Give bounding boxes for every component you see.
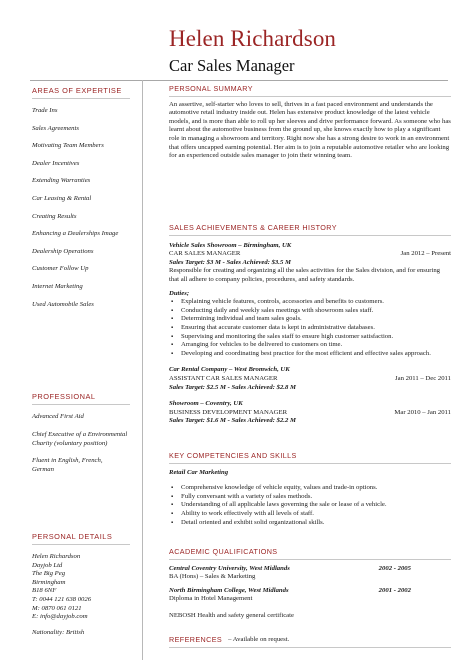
education-school: Central Coventry University, West Midlands [169, 564, 290, 572]
job-entry [169, 242, 451, 359]
expertise-item: Dealer Incentives [32, 159, 80, 167]
skill-item: ▪ Detail oriented and exhibit solid organizational skills. [181, 519, 451, 528]
skills-heading: KEY COMPETENCIES AND SKILLS [169, 451, 297, 460]
education-entry [169, 565, 451, 582]
summary-text: An assertive, self-starter who loves to sell, thrives in a fast paced environment and understands the automotive retail industry inside out. Helen has extensive product knowledge of the latest vehicle models, and is more than able to roll up her sleeves and drive performance forward. As someone who has learnt about the automotive business from the ground up, she knows exactly how to play a significant role in managing a showroom and territory. Right now she has a strong desire to work in an environment that offers uncapped earning potential. Her aim is to join a reputable automotive retailer who are looking for an experienced outside sales manager to join their winning team. [169, 100, 451, 160]
professional-item: Advanced First Aid [32, 413, 84, 420]
history-heading: SALES ACHIEVEMENTS & CAREER HISTORY [169, 223, 337, 232]
job-targets: Sales Target: $3 M - Sales Achieved: $3.5 M [169, 258, 291, 266]
job-description: Responsible for creating and organizing all the sales activities for the Sales division, and for ensuring that all adhere to company policies, procedures, and safety standards. [169, 267, 441, 283]
expertise-item: Extending Warranties [32, 177, 91, 185]
professional-rule [32, 404, 130, 405]
job-role: ASSISTANT CAR SALES MANAGER [169, 374, 278, 382]
references-text: – Available on request. [228, 636, 290, 643]
education-entry [169, 587, 451, 604]
duties-label: Duties; [169, 289, 190, 297]
references-heading: REFERENCES [169, 635, 223, 644]
duty-item: ▪ Ensuring that accurate customer data is kept in administrative databases. [181, 324, 451, 333]
summary-section [169, 85, 451, 161]
professional-item: Fluent in English, French, German [32, 457, 103, 474]
job-targets: Sales Target: $1.6 M - Sales Achieved: $2.2 M [169, 417, 296, 425]
education-detail: Diploma in Hotel Management [169, 595, 253, 603]
professional-section [32, 392, 140, 474]
education-row [169, 587, 451, 596]
job-targets: Sales Target: $2.5 M - Sales Achieved: $2.8 M [169, 383, 296, 391]
references-rule [169, 647, 451, 648]
candidate-name: Helen Richardson [169, 26, 337, 51]
expertise-rule [32, 98, 130, 99]
email-line: E: info@dayjob.com [32, 613, 88, 621]
duty-item: ▪ Supervising and monitoring the sales staff to ensure high customer satisfaction. [181, 333, 451, 342]
history-rule [169, 235, 451, 236]
expertise-item: Enhancing a Dealerships Image [32, 230, 119, 238]
professional-heading: PROFESSIONAL [32, 392, 96, 401]
history-section [169, 224, 451, 426]
duty-item: ▪ Developing and coordinating best practice for the most efficient and effective sales approach. [181, 350, 451, 359]
job-dates: Jan 2012 – Present [400, 250, 451, 258]
education-school: North Birmingham College, West Midlands [169, 586, 289, 594]
education-extra: NEBOSH Health and safety general certificate [169, 611, 294, 619]
expertise-item: Used Automobile Sales [32, 300, 94, 308]
expertise-item: Creating Results [32, 212, 77, 220]
job-role-row [169, 250, 451, 259]
details-line: Birmingham [32, 578, 66, 586]
education-section [169, 548, 451, 621]
education-rule [169, 559, 451, 560]
details-line: The Big Peg [32, 570, 66, 578]
professional-item: Chief Executive of a Environmental Charity (voluntary position) [32, 430, 128, 447]
expertise-item: Sales Agreements [32, 124, 79, 132]
job-role: BUSINESS DEVELOPMENT MANAGER [169, 408, 288, 416]
job-company: Showroom – Coventry, UK [169, 400, 243, 408]
details-line: Helen Richardson [32, 553, 81, 560]
job-role-row [169, 409, 451, 418]
references-section [169, 636, 451, 648]
skill-item: ▪ Fully conversant with a variety of sales methods. [181, 493, 451, 502]
duty-item: ▪ Conducting daily and weekly sales meetings with showroom sales staff. [181, 307, 451, 316]
skills-subheading: Retail Car Marketing [169, 468, 229, 476]
duties-list [169, 298, 451, 358]
duty-item: ▪ Determining individual and team sales goals. [181, 315, 451, 324]
details-heading: PERSONAL DETAILS [32, 532, 113, 541]
job-dates: Jan 2011 – Dec 2011 [395, 374, 451, 382]
references-row [169, 636, 451, 645]
details-section [32, 532, 140, 637]
details-line: Dayjob Ltd [32, 561, 63, 569]
job-entry [169, 400, 451, 426]
phone-line: T: 0044 121 638 0026 [32, 595, 92, 603]
job-role-row [169, 375, 451, 384]
summary-rule [169, 96, 451, 97]
education-detail: BA (Hons) – Sales & Marketing [169, 573, 256, 581]
skill-item: ▪ Comprehensive knowledge of vehicle equity, values and trade-in options. [181, 484, 451, 493]
skills-list [169, 484, 451, 527]
details-line: B18 6NF [32, 587, 57, 595]
summary-heading: PERSONAL SUMMARY [169, 84, 253, 93]
duty-item: ▪ Arranging for vehicles to be delivered to customers on time. [181, 341, 451, 350]
header-divider [30, 80, 448, 81]
expertise-item: Internet Marketing [32, 282, 83, 290]
expertise-item: Dealership Operations [32, 247, 94, 255]
expertise-section [32, 86, 140, 309]
job-dates: Mar 2010 – Jan 2011 [394, 408, 451, 416]
job-entry [169, 366, 451, 392]
job-role: CAR SALES MANAGER [169, 250, 241, 258]
skill-item: ▪ Ability to work effectively with all levels of staff. [181, 510, 451, 519]
job-company: Vehicle Sales Showroom – Birmingham, UK [169, 241, 292, 249]
education-years: 2001 - 2002 [378, 586, 411, 594]
job-company: Car Rental Company – West Bromwich, UK [169, 366, 290, 374]
expertise-item: Trade Ins [32, 107, 58, 114]
details-rule [32, 544, 130, 545]
nationality-line: Nationality: British [32, 628, 85, 636]
column-divider [142, 80, 143, 660]
duty-item: ▪ Explaining vehicle features, controls, accessories and benefits to customers. [181, 298, 451, 307]
education-row [169, 565, 451, 574]
job-title: Car Sales Manager [169, 56, 295, 75]
expertise-item: Motivating Team Members [32, 142, 104, 150]
skills-rule [169, 463, 451, 464]
skills-section [169, 452, 451, 527]
expertise-item: Customer Follow Up [32, 265, 89, 273]
education-heading: ACADEMIC QUALIFICATIONS [169, 547, 278, 556]
expertise-item: Car Leasing & Rental [32, 194, 92, 202]
mobile-line: M: 0870 061 0121 [32, 604, 82, 612]
expertise-heading: AREAS OF EXPERTISE [32, 86, 122, 95]
details-block [32, 553, 140, 622]
education-years: 2002 - 2005 [378, 564, 411, 572]
skill-item: ▪ Understanding of all applicable laws governing the sale or lease of a vehicle. [181, 501, 451, 510]
